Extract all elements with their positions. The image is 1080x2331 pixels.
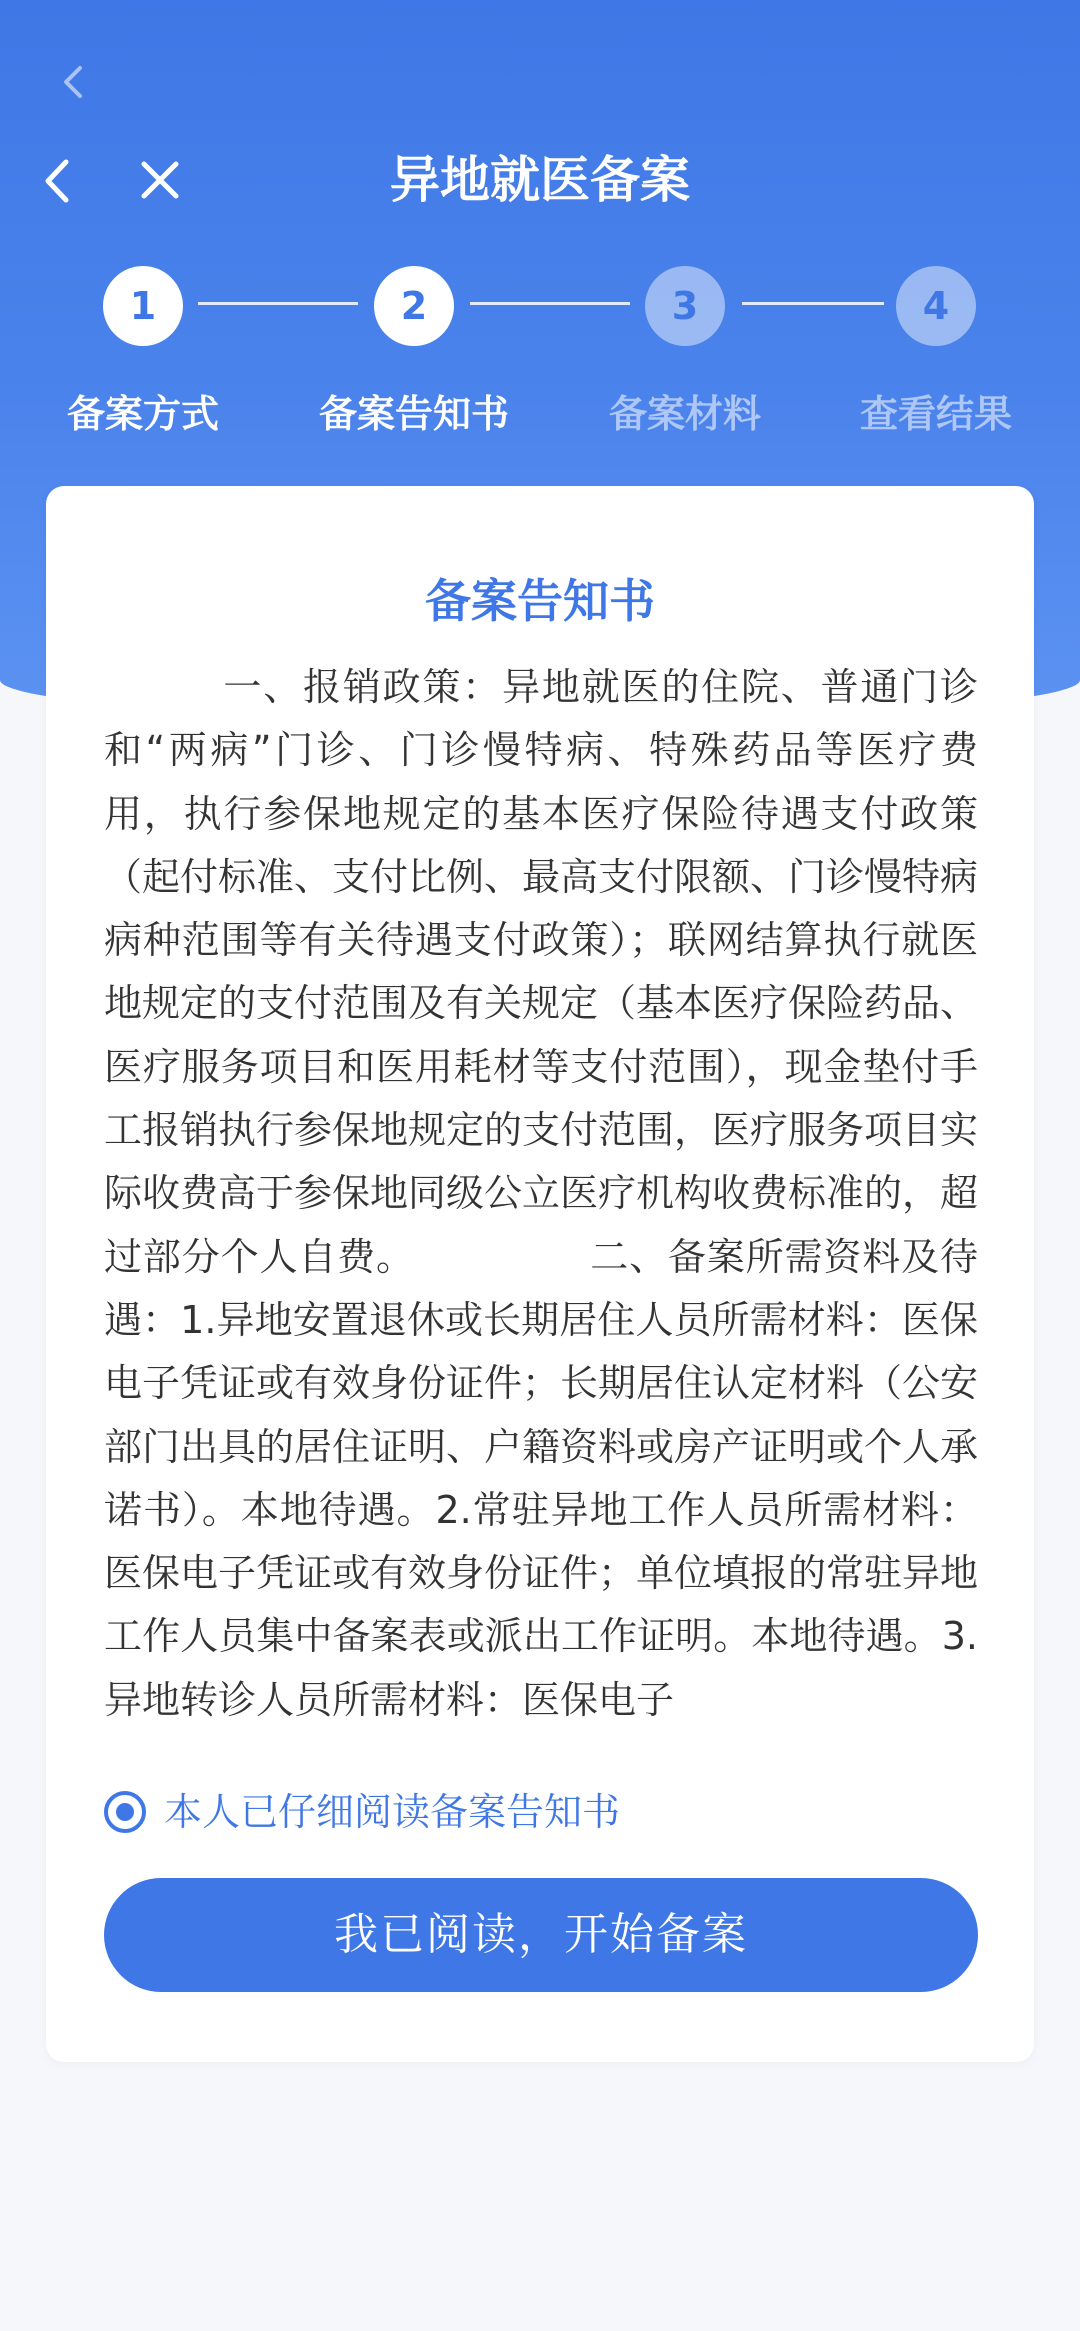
agree-label[interactable]: 本人已仔细阅读备案告知书 <box>164 1790 621 1834</box>
step-3-label: 备案材料 <box>608 392 761 436</box>
step-4-number: 4 <box>896 266 976 346</box>
notice-scroll-area[interactable] <box>104 656 978 1766</box>
agree-radio[interactable] <box>104 1791 146 1833</box>
notice-card <box>46 486 1034 2062</box>
step-connector <box>742 302 884 305</box>
page-title: 异地就医备案 <box>390 151 690 209</box>
notice-title: 备案告知书 <box>425 574 655 628</box>
step-1-label: 备案方式 <box>66 392 219 436</box>
notice-body-text: 一、报销政策：异地就医的住院、普通门诊和“两病”门诊、门诊慢特病、特殊药品等医疗费用，执行参保地规定的基本医疗保险待遇支付政策（起付标准、支付比例、最高支付限额、门诊慢特病病种范围等有关待遇支付政策）；联网结算执行就医地规定的支付范围及有关规定（基本医疗保险药品、医疗服务项目和医用耗材等支付范围），现金垫付手工报销执行参保地规定的支付范围，医疗服务项目实际收费高于参保地同级公立医疗机构收费标准的，超过部分个人自费。 二、备案所需资料及待遇：1.异地安置退休或长期居住人员所需材料：医保电子凭证或有效身份证件；长期居住认定材料（公安部门出具的居住证明、户籍资料或房产证明或个人承诺书）。本地待遇。2.常驻异地工作人员所需材料：医保电子凭证或有效身份证件；单位填报的常驻异地工作人员集中备案表或派出工作证明。本地待遇。3.异地转诊人员所需材料：医保电子 <box>104 665 978 1722</box>
step-2-number: 2 <box>374 266 454 346</box>
step-connector <box>470 302 630 305</box>
step-2-label: 备案告知书 <box>318 392 509 436</box>
step-3-number: 3 <box>645 266 725 346</box>
agree-checkbox-row[interactable] <box>104 1784 620 1840</box>
step-4-label: 查看结果 <box>859 392 1012 436</box>
step-connector <box>198 302 358 305</box>
step-1-number: 1 <box>103 266 183 346</box>
radio-checked-dot <box>116 1803 134 1821</box>
arrow-left-icon[interactable] <box>56 64 92 100</box>
start-filing-button[interactable]: 我已阅读，开始备案 <box>104 1878 978 1992</box>
